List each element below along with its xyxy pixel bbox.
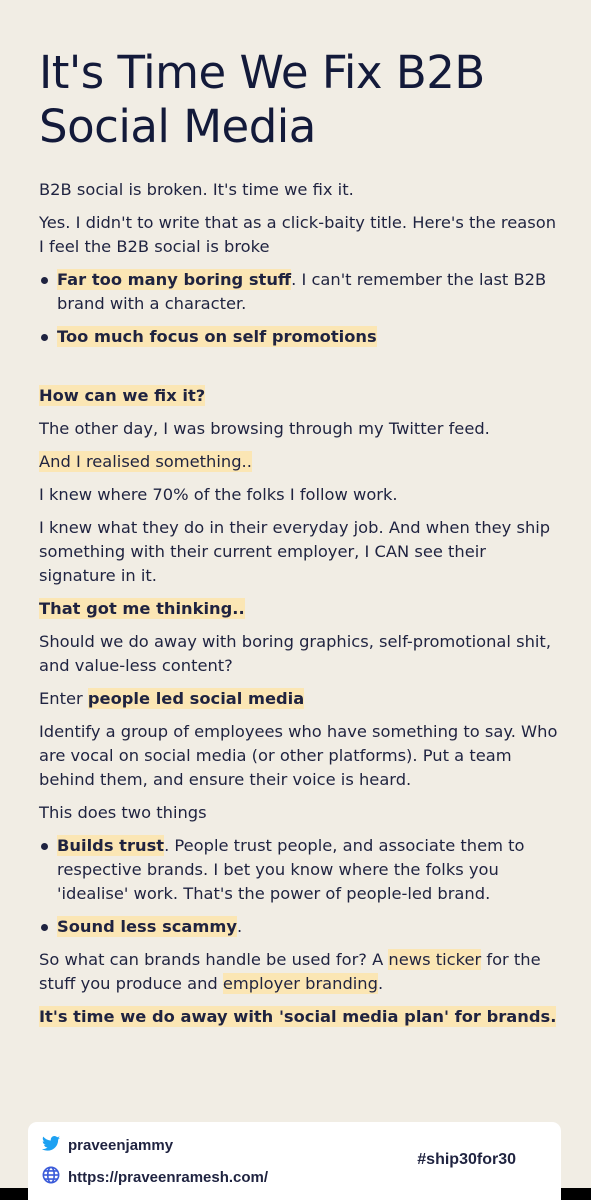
enter-highlight: people led social media xyxy=(87,689,305,708)
list-item-text: . I can't remember the last B2B brand with a character. xyxy=(57,270,547,313)
paragraph-knew: I knew where 70% of the folks I follow work. xyxy=(39,485,398,504)
list-item-highlight: Builds trust xyxy=(57,836,165,855)
list-item xyxy=(57,325,559,349)
paragraph-identify: Identify a group of employees who have something to say. Who are vocal on social media (or other platforms). Put a team behind them, and ensure their voice is heard. xyxy=(39,722,558,789)
list-item-highlight: Far too many boring stuff xyxy=(57,270,292,289)
thinking-highlight: That got me thinking.. xyxy=(39,599,245,618)
list-item-highlight: Sound less scammy xyxy=(57,917,237,936)
twitter-handle: praveenjammy xyxy=(68,1137,174,1154)
website-url: https://praveenramesh.com/ xyxy=(68,1168,269,1186)
page-title: It's Time We Fix B2B Social Media xyxy=(39,46,485,153)
twitter-bird-icon xyxy=(42,1136,68,1155)
brands-text-e: . xyxy=(377,974,384,993)
author-footer xyxy=(28,1122,561,1200)
list-item xyxy=(57,268,559,316)
paragraph-two-things: This does two things xyxy=(39,803,207,822)
intro-paragraph-2: Yes. I didn't to write that as a click-baity title. Here's the reason I feel the B2B social is broke xyxy=(39,213,557,256)
paragraph-twitter: The other day, I was browsing through my Twitter feed. xyxy=(39,419,490,438)
article-body xyxy=(39,178,559,1038)
globe-icon xyxy=(42,1166,68,1188)
paragraph-knew-2: I knew what they do in their everyday job. And when they ship something with their current employer, I CAN see their signature in it. xyxy=(39,518,551,585)
twitter-link[interactable] xyxy=(42,1136,173,1155)
list-item-highlight: Too much focus on self promotions xyxy=(57,327,377,346)
news-ticker-highlight: news ticker xyxy=(388,950,482,969)
benefits-list xyxy=(39,834,559,939)
realised-highlight: And I realised something.. xyxy=(39,452,252,471)
fix-heading xyxy=(39,384,559,408)
closing-paragraph xyxy=(39,1005,559,1029)
problems-list xyxy=(39,268,559,349)
enter-prefix: Enter xyxy=(39,689,88,708)
list-item-text: . People trust people, and associate them to respective brands. I bet you know where the folks you 'idealise' work. That's the power of people-led brand. xyxy=(57,836,525,903)
brands-text-c: for the stuff you produce and xyxy=(39,950,541,993)
closing-highlight: It's time we do away with 'social media plan' for brands. xyxy=(39,1007,557,1026)
website-link[interactable] xyxy=(42,1166,268,1188)
list-item xyxy=(57,834,559,906)
paragraph-brands xyxy=(39,948,559,996)
list-item xyxy=(57,915,559,939)
paragraph-thinking xyxy=(39,597,559,621)
hashtag: #ship30for30 xyxy=(417,1151,516,1168)
paragraph-realised xyxy=(39,450,559,474)
intro-paragraph-1: B2B social is broken. It's time we fix it. xyxy=(39,180,354,199)
brands-text-a: So what can brands handle be used for? A xyxy=(39,950,389,969)
paragraph-enter xyxy=(39,687,559,711)
list-item-text: . xyxy=(236,917,243,936)
employer-branding-highlight: employer branding xyxy=(222,974,378,993)
paragraph-should: Should we do away with boring graphics, self-promotional shit, and value-less content? xyxy=(39,632,551,675)
fix-heading-highlight: How can we fix it? xyxy=(39,386,206,405)
